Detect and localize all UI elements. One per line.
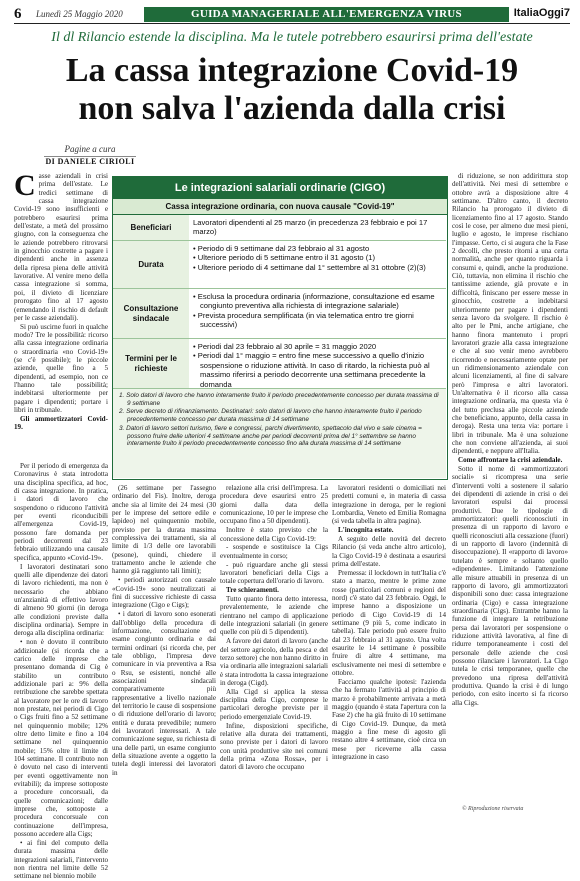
infobox-title: Le integrazioni salariali ordinarie (CIGO) [113,177,447,199]
infobox-item: • Periodi dal 1° maggio = entro fine mese successivo a quello d'inizio sospensione o riduzione attività. In caso di ritardo, la richiesta può al massimo riferirsi a periodo decorrente una settimana precedente la domanda [193,351,430,389]
byline-author: DI DANIELE CIRIOLI [45,157,135,166]
infobox-row-label: Termini per le richieste [113,339,189,388]
body-paragraph: relazione alla crisi dell'impresa. La procedura deve esaurirsi entro 25 giorni dalla data della comunicazione, 10 per le imprese che occupano fino a 50 dipendenti). [220,484,328,526]
drop-cap: C [14,169,36,202]
cigo-infobox [112,176,448,480]
infobox-row-label: Beneficiari [113,215,189,240]
lead-paragraph: Casse aziendali in crisi prima dell'estate. Le tredici settimane di cassa integrazione Covid-19 sono insufficienti e potrebbero esaurirsi prima dell'estate, a metà del prossimo giugno, con la conseguenza che le aziende potrebbero ritrovarsi in ginocchio costrette a pagare i dipendenti anche in assenza della ripresa piena delle attività lavorative. Al venire meno della cassa integrazione si somma, poi, il divieto di licenziare prorogato fino al 17 agosto (emendando il rischio di default per le casse aziendali). [14,169,108,322]
infobox-note: 2. Serve decreto di rifinanziamento. Destinatari: solo datori di lavoro che hanno interamente fruito il periodo precedentemente concesso per durata massima di 14 settimane [119,408,422,424]
infobox-row-value [193,342,442,389]
infobox-notes [113,389,446,478]
body-paragraph: • i datori di lavoro sono esonerati dall'obbligo della procedura di informazione, consultazione ed esame congiunto ordinaria e dai termini ordinari (si ricorda che, per tale obbligo, l'impresa deve comunicare in via preventiva a Rsa o Rsu, se esistenti, nonché alle associazioni sindacali comparativamente più rappresentative a livello nazionale del territorio le cause di sospensione o di riduzione dell'orario di lavoro; entità e durata prevedibile; numero dei lavoratori interessati. A tale comunicazione segue, su richiesta di una delle parti, un esame congiunto della situazione avente a oggetto la tutela degli interessi dei lavoratori in [112,610,216,777]
body-paragraph: di riduzione, se non addirittura stop dell'attività. Nei mesi di settembre e ottobre avrà a disposizione altre 4 settimane. D'altro canto, il decreto Rilancio ha prorogato il divieto di licenziamento fino al 17 agosto. Stando così le cose, per almeno due mesi pieni, luglio e agosto, le imprese rischiano l'impasse. Certo, ci si augura che la Fase 2 decolli, che presto ritorni a una certa normalità, anche per quanto riguarda i consumi e, quindi, anche la produzione. Ciò, tuttavia, non elimina il rischio che tantissime aziende, già provate e in difficoltà, finiscano per essere messe in ginocchio, costrette a indebitarsi ulteriormente per pagare i dipendenti senza lavoro da svolgere. Il rischio è alto per le Pmi, anche artigiane, che hanno finora mantenuto i propri lavoratori grazie alla cassa integrazione e che al suo venir meno avrebbero ricorrendo e necessariamente optate per un ridimensionamento aziendale con alcuni licenziamenti, al fine di salvare però l'impresa e altri lavoratori. Un'alternativa è il ricorso alla cassa integrazione ordinaria, ma questa via è del tutto preclusa alle piccole aziende che beneficiano, appunto, della cassa in deroga). Resta una terza via: portare i libri in tribunale. Ma è una soluzione che non conviene all'azienda, ai suoi dipendenti, e neppure all'Italia. [452,172,568,456]
body-paragraph: Si può uscirne fuori in qualche modo? Tre le possibilità: ricorso alla cassa integrazione ordinaria o straordinaria «no Covid-19» (se c'è possibile); le piccole aziende, quelle fino a 5 dipendenti, ad esempio, non ce l'hanno tale possibilità; indebitarsi ulteriormente per pagare i dipendenti; portare i libri in tribunale. [14,322,108,415]
kicker: Il dl Rilancio estende la disciplina. Ma le tutele potrebbero esaurirsi prima dell'estate [51,30,533,45]
infobox-item: Lavoratori dipendenti al 25 marzo (in precedenza 23 febbraio e poi 17 marzo) [193,218,428,237]
infobox-item: • Prevista procedura semplificata (in via telematica entro tre giorni successivi) [193,310,414,330]
body-paragraph: A seguito delle novità del decreto Rilancio (si veda anche altro articolo), la Cigo Covid-19 è destinata a esaurirsi prima dell'estate. [332,535,446,569]
body-paragraph: • periodi autorizzati con causale «Covid-19» sono neutralizzati ai fini di successive richieste di cassa integrazione (Cigo e Cigs); [112,576,216,610]
infobox-item: • Ulteriore periodo di 4 settimane dal 1° settembre al 31 ottobre (2)(3) [193,262,426,272]
subheading: Gli ammortizzatori Covid-19. [14,414,108,432]
subheading: L'incognita estate. [338,526,394,535]
column-3 [220,484,328,802]
body-paragraph: - può riguardare anche gli stessi lavoratori beneficiari della Cigs a totale copertura dell'orario di lavoro. [220,560,328,586]
body-paragraph: • non è dovuto il contributo addizionale (si ricorda che a carico delle imprese che presentano domanda di Cig è stabilito un contributo addizionale pari a: 9% della retribuzione che sarebbe spettata al lavoratore per le ore di lavoro non prestate, nei periodi di Cigo o Cigs fruiti fino a 52 settimane nel quinquennio mobile; 12% oltre detto limite e fino a 104 settimane nel quinquennio mobile; 15% oltre il limite di 104 settimane. Il contributo non è dovuto nel caso di interventi per eventi oggettivamente non evitabili); da imprese sottoposte a procedure concorsuali, da quelle comunicazioni; dalle imprese che, sottoposte a procedura concorsuale con continuazione dell'impresa, possono accedere alla Cigs; [14,638,108,839]
byline-label: Pagine a cura [64,144,116,154]
infobox-row [113,215,446,241]
column-1-top [14,169,108,460]
header-rule [14,23,570,24]
issue-date: Lunedì 25 Maggio 2020 [36,9,123,19]
body-paragraph: Facciamo qualche ipotesi: l'azienda che ha fermato l'attività al principio di marzo è probabilmente arrivata a metà maggio (quando è stata l'apertura con la Fase 2) che ha già fruito di 10 settimane di Cigo Covid-19. Dunque, da metà maggio a fine mese di agosto gli restano altre 4 settimane, cioè circa un mese per riceverne alla cassa integrazione in caso [332,677,446,761]
column-2-bottom [112,484,216,802]
subheading: Tre schieramenti. [226,586,279,595]
body-paragraph: Inoltre è stato previsto che la concessione della Cigo Covid-19: [220,526,328,543]
byline [34,144,146,166]
brand-logo: ItaliaOggi7 [513,7,570,19]
infobox-row-value [193,244,442,272]
page-header [14,6,570,24]
headline-line-2: non salva l'azienda dalla crisi [78,90,506,127]
body-paragraph: Per il periodo di emergenza da Coronavirus è stata introdotta una disciplina specifica, ad hoc, di cassa integrazione. In pratica, i datori di lavoro che sospendono o riducono l'attività per eventi riconducibili all'emergenza Covid-19, possono fare domanda per periodi decorrenti dal 23 febbraio utilizzando una causale specifica, appunto «Covid-19». [14,462,108,562]
subheading: Come affrontare la crisi aziendale. [458,456,563,465]
infobox-row-value [193,218,442,237]
body-paragraph: Tutto quanto finora detto interessa, prevalentemente, le aziende che rientrano nel campo di applicazione delle integrazioni salariali (in genere quelle con più di 5 dipendenti). [220,594,328,637]
body-paragraph: Infine, disposizioni specifiche, relative alla durata dei trattamenti, sono previste per i datori di lavoro con unità produttive site nei comuni della prima «Zona Rossa», per i datori di lavoro che occupano [220,721,328,772]
column-5 [452,172,568,802]
body-paragraph: A favore dei datori di lavoro (anche del settore agricolo, della pesca e del terzo settore) che non hanno diritto in via ordinaria alle integrazioni salariali è stata introdotta la cassa integrazione in deroga (Cigd). [220,637,328,687]
headline [14,52,570,128]
infobox-row-label: Durata [113,241,189,288]
infobox-row [113,339,446,389]
column-1-bottom [14,462,108,881]
infobox-row [113,241,446,289]
body-paragraph: I lavoratori destinatari sono quelli alle dipendenze dei datori di lavoro richiedenti, ma non è necessario che abbiano un'anzianità di effettivo lavoro di almeno 90 giorni (in deroga alle condizioni previste dalla disciplina ordinaria). Sempre in deroga alla disciplina ordinaria: [14,562,108,638]
infobox-item: • Ulteriore periodo di 5 settimane entro il 31 agosto (1) [193,253,376,263]
section-banner: GUIDA MANAGERIALE ALL'EMERGENZA VIRUS [144,7,509,22]
infobox-note: 3. Datori di lavoro settori turismo, fiere e congressi, parchi divertimento, spettacolo dal vivo e sale cinema = possono fruire delle ulteriori 4 settimane anche per periodi decorrenti prima del 1° settembre se hanno interamente fruito il periodo precedentemente concesso fino alla durata massima di 14 settimane [119,424,422,448]
body-paragraph: Alla Cigd si applica la stessa disciplina della Cigo, comprese le particolari deroghe previste per il periodo emergenziale Covid-19. [220,687,328,721]
body-paragraph: • ai fini del computo della durata massima delle integrazioni salariali, l'intervento non rientra nel limite delle 52 settimane nel biennio mobile [14,838,108,881]
headline-line-1: La cassa integrazione Covid-19 [65,52,519,89]
body-paragraph: (26 settimane per l'assegno ordinario del Fis). Inoltre, deroga anche sia al limite dei 24 mesi (30 per le imprese del settore edile e lapideo) nel quinquennio mobile, previsto per la durata massima complessiva dei trattamenti, sia al limite di 1/3 delle ore lavorabili (pesone), quindi, chiedere il trattamento anche le aziende che hanno già raggiunto tali limiti); [112,484,216,576]
infobox-note: 1. Solo datori di lavoro che hanno interamente fruito il periodo precedentemente concesso per durata massima di 9 settimane [119,392,439,407]
infobox-row [113,289,446,339]
infobox-item: • Periodi dal 23 febbraio al 30 aprile = 31 maggio 2020 [193,342,377,351]
infobox-item: • Esclusa la procedura ordinaria (informazione, consultazione ed esame congiunto preventiva alla richiesta di integrazione salariale) [193,292,435,311]
body-paragraph: Premessa: il lockdown in tutt'Italia c'è stato a marzo, mentre le prime zone rosse (particolari comuni e regioni del nord) c'è stato dal 23 febbraio. Oggi, le imprese hanno a disposizione un periodo di Cigo Covid-19 di 14 settimane (9 più 5, come indicato in tabella). Tale periodo può essere fruito dal 23 febbraio al 31 agosto. Una volta esaurite le 14 settimane è possibile fruire di altre 4 settimane, ma esclusivamente nei mesi di settembre e ottobre. [332,568,446,678]
infobox-row-label: Consultazione sindacale [113,289,189,338]
infobox-subtitle: Cassa integrazione ordinaria, con nuova causale "Covid-19" [113,199,447,215]
page-number: 6 [14,6,22,22]
copyright-note: © Riproduzione riservata [462,806,524,812]
infobox-item: • Periodo di 9 settimane dal 23 febbraio al 31 agosto [193,244,370,253]
body-paragraph: - sospende e sostituisce la Cigs eventualmente in corso; [220,543,328,560]
body-paragraph: lavoratori residenti o domiciliati nei predetti comuni e, in materia di cassa integrazione in deroga, per le regioni Lombardia, Veneto ed Emilia Romagna (si veda tabella in altra pagina). [332,484,446,526]
column-4 [332,484,446,802]
body-paragraph: Sotto il nome di «ammortizzatori sociali» si ricompresa una serie d'interventi volti a sostenere il salario dei dipendenti di aziende in crisi o dei lavoratori espulsi dai processi produttivi. Due le tipologie di ammortizzatori: quelli riconosciuti in presenza di un rapporto di lavoro e quelli riconosciuti alla cessazione (fuori) di un rapporto di lavoro (indennità di disoccupazione). Il «rapporto di lavoro» tutelato è sempre e soltanto quello «dipendente». Limitando l'attenzione alle misure attuabili in presenza di un rapporto di lavoro, gli ammortizzatori disponibili sono due: cassa integrazione ordinaria (Cigo) e cassa integrazione straordinaria (Cigs). Entrambe hanno la funzione di integrare la retribuzione persa dai lavoratori per sospensione o riduzione attività lavorativa, al fine di ridurre temporaneamente i costi del personale delle aziende che così possono rilanciare i lavoratori. La Cigo tutela le crisi temporanee, quelle che prevedono una ripresa dell'attività produttiva. Quando la crisi è di lungo periodo, con esito incerto si fa ricorso alla Cigs. [452,465,568,707]
infobox-row-value [193,292,442,330]
